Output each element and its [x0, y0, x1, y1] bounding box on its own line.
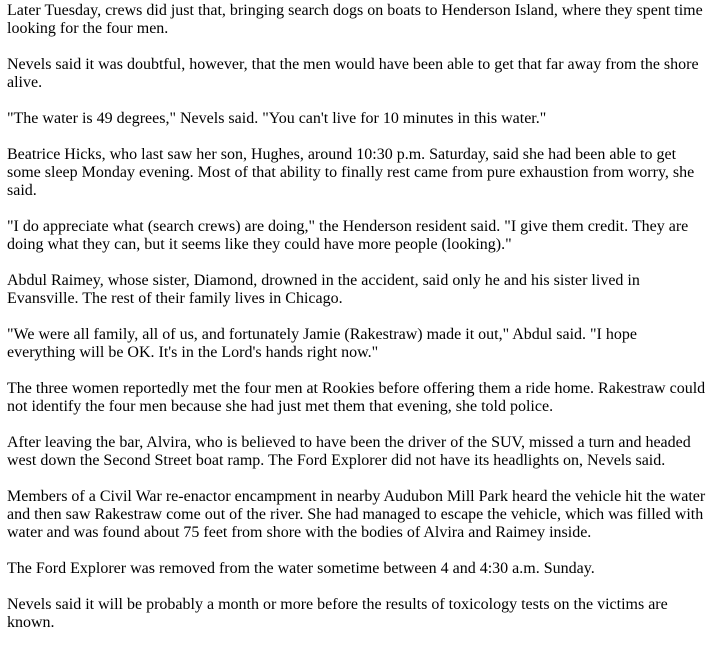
article-body	[7, 2, 707, 650]
paragraph-search-dogs: Later Tuesday, crews did just that, bringing search dogs on boats to Henderson Island, where they spent time looking for the four men.	[7, 2, 703, 37]
paragraph-explorer-removed: The Ford Explorer was removed from the water sometime between 4 and 4:30 a.m. Sunday.	[7, 560, 595, 577]
paragraph-abdul-quote: "We were all family, all of us, and fortunately Jamie (Rakestraw) made it out," Abdul said. "I hope everything will be OK. It's in the Lord's hands right now."	[7, 326, 637, 361]
paragraph-civil-war-reenactors: Members of a Civil War re-enactor encampment in nearby Audubon Mill Park heard the vehicle hit the water and then saw Rakestraw come out of the river. She had managed to escape the vehicle, which was filled with water and was found about 75 feet from shore with the bodies of Alvira and Raimey inside.	[7, 488, 706, 541]
paragraph-rookies: The three women reportedly met the four men at Rookies before offering them a ride home. Rakestraw could not identify the four men because she had just met them that evening, she told police.	[7, 380, 706, 415]
paragraph-doubtful: Nevels said it was doubtful, however, that the men would have been able to get that far away from the shore alive.	[7, 56, 699, 91]
paragraph-boat-ramp: After leaving the bar, Alvira, who is believed to have been the driver of the SUV, missed a turn and headed west down the Second Street boat ramp. The Ford Explorer did not have its headlights on, Nevels said.	[7, 434, 691, 469]
paragraph-henderson-resident: "I do appreciate what (search crews) are doing," the Henderson resident said. "I give them credit. They are doing what they can, but it seems like they could have more people (looking)."	[7, 218, 689, 253]
paragraph-abdul-raimey: Abdul Raimey, whose sister, Diamond, drowned in the accident, said only he and his sister lived in Evansville. The rest of their family lives in Chicago.	[7, 272, 640, 307]
paragraph-beatrice-hicks: Beatrice Hicks, who last saw her son, Hughes, around 10:30 p.m. Saturday, said she had been able to get some sleep Monday evening. Most of that ability to finally rest came from pure exhaustion from worry, she said.	[7, 146, 695, 199]
paragraph-toxicology: Nevels said it will be probably a month or more before the results of toxicology tests on the victims are known.	[7, 596, 668, 631]
paragraph-water-quote: "The water is 49 degrees," Nevels said. "You can't live for 10 minutes in this water."	[7, 110, 547, 127]
